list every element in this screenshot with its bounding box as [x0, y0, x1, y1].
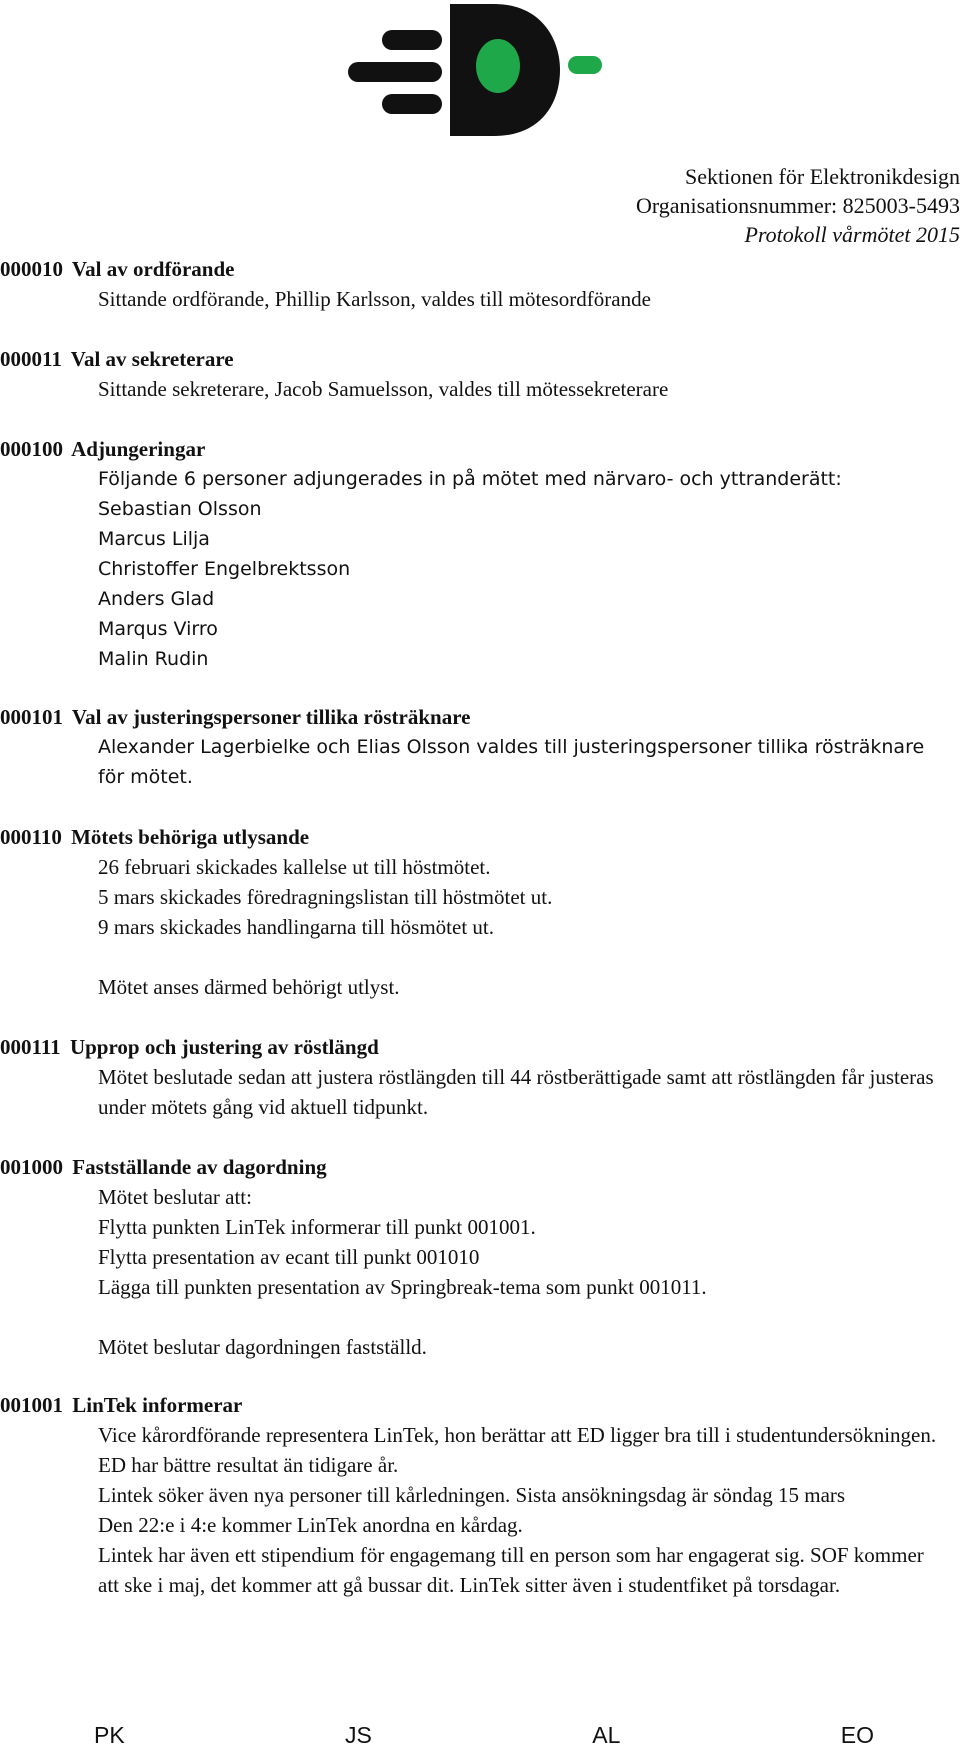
document-header — [636, 162, 960, 249]
section-line: Sittande ordförande, Phillip Karlsson, valdes till mötesordförande — [98, 287, 651, 311]
section-line: Mötet beslutar dagordningen fastställd. — [98, 1335, 427, 1359]
org-number: Organisationsnummer: 825003-5493 — [635, 193, 960, 218]
section-line: 5 mars skickades föredragningslistan till höstmötet ut. — [98, 885, 553, 909]
section-title — [0, 344, 960, 374]
attendee-name: Marcus Lilja — [98, 528, 210, 550]
section-line: Mötet beslutade sedan att justera röstlängden till 44 röstberättigade samt att röstlängden får justeras under mötets gång vid aktuell tidpunkt. — [98, 1065, 934, 1119]
logo-green-dash — [568, 56, 602, 74]
attendee-name: Malin Rudin — [98, 648, 209, 670]
section-line: Vice kårordförande representera LinTek, hon berättar att ED ligger bra till i studentundersökningen. ED har bättre resultat än tidigare år. — [98, 1423, 937, 1477]
section-heading: LinTek informerar — [72, 1393, 243, 1417]
section-heading: Adjungeringar — [71, 437, 206, 461]
section-number: 000010 — [0, 257, 63, 281]
section-line: Alexander Lagerbielke och Elias Olsson valdes till justeringspersoner tillika rösträknare för mötet. — [98, 736, 925, 788]
section-title — [0, 822, 960, 852]
initials-al: AL — [592, 1722, 621, 1748]
section-000101 — [0, 702, 960, 792]
initials-js: JS — [345, 1722, 372, 1748]
section-000110 — [0, 822, 960, 1002]
section-number: 000101 — [0, 705, 63, 729]
attendee-name: Anders Glad — [98, 588, 215, 610]
section-heading: Mötets behöriga utlysande — [71, 825, 310, 849]
section-number: 001000 — [0, 1155, 63, 1179]
blank-line — [98, 1302, 960, 1332]
section-line: Mötet anses därmed behörigt utlyst. — [98, 975, 400, 999]
section-heading: Fastställande av dagordning — [72, 1155, 327, 1179]
section-line: Flytta presentation av ecant till punkt 001010 — [98, 1245, 480, 1269]
ed-logo — [346, 0, 616, 140]
protocol-title: Protokoll vårmötet 2015 — [744, 222, 960, 247]
section-title — [0, 702, 960, 732]
section-title — [0, 1390, 960, 1420]
section-number: 000111 — [0, 1035, 61, 1059]
section-heading: Upprop och justering av röstlängd — [69, 1035, 379, 1059]
section-000010 — [0, 254, 960, 314]
section-number: 000011 — [0, 347, 62, 371]
section-heading: Val av sekreterare — [70, 347, 234, 371]
attendee-name: Marqus Virro — [98, 618, 218, 640]
section-line: Mötet beslutar att: — [98, 1185, 252, 1209]
section-title — [0, 1152, 960, 1182]
section-line: Den 22:e i 4:e kommer LinTek anordna en kårdag. — [98, 1513, 523, 1537]
section-line: 9 mars skickades handlingarna till hösmötet ut. — [98, 915, 495, 939]
section-heading: Val av justeringspersoner tillika rösträknare — [71, 705, 471, 729]
section-title — [0, 254, 960, 284]
initials-eo: EO — [840, 1722, 874, 1748]
section-line: Lintek söker även nya personer till kårledningen. Sista ansökningsdag är söndag 15 mars — [98, 1483, 846, 1507]
ed-logo-graphic — [346, 0, 616, 140]
section-line: Lintek har även ett stipendium för engagemang till en person som har engagerat sig. SOF kommer att ske i maj, det kommer att gå bussar dit. LinTek sitter även i studentfiket på torsdagar. — [98, 1543, 924, 1597]
logo-green-dot — [476, 39, 520, 93]
section-line: Lägga till punkten presentation av Springbreak-tema som punkt 001011. — [98, 1275, 707, 1299]
signature-initials — [94, 1722, 874, 1749]
org-name: Sektionen för Elektronikdesign — [685, 164, 960, 189]
section-title — [0, 434, 960, 464]
section-line: Följande 6 personer adjungerades in på mötet med närvaro- och yttranderätt: — [98, 468, 842, 490]
logo-bar-top — [382, 30, 442, 50]
section-number: 000100 — [0, 437, 63, 461]
logo-bar-middle — [348, 62, 442, 82]
section-line: Sittande sekreterare, Jacob Samuelsson, valdes till mötessekreterare — [98, 377, 669, 401]
logo-bar-bottom — [382, 94, 442, 114]
attendee-name: Sebastian Olsson — [98, 498, 262, 520]
section-number: 000110 — [0, 825, 62, 849]
section-000111 — [0, 1032, 960, 1122]
section-number: 001001 — [0, 1393, 63, 1417]
initials-pk: PK — [94, 1722, 125, 1748]
section-001001 — [0, 1390, 960, 1600]
section-title — [0, 1032, 960, 1062]
attendee-name: Christoffer Engelbrektsson — [98, 558, 351, 580]
section-line: Flytta punkten LinTek informerar till punkt 001001. — [98, 1215, 536, 1239]
section-line: 26 februari skickades kallelse ut till höstmötet. — [98, 855, 491, 879]
section-000011 — [0, 344, 960, 404]
section-001000 — [0, 1152, 960, 1362]
section-heading: Val av ordförande — [71, 257, 235, 281]
blank-line — [98, 942, 960, 972]
section-000100 — [0, 434, 960, 674]
